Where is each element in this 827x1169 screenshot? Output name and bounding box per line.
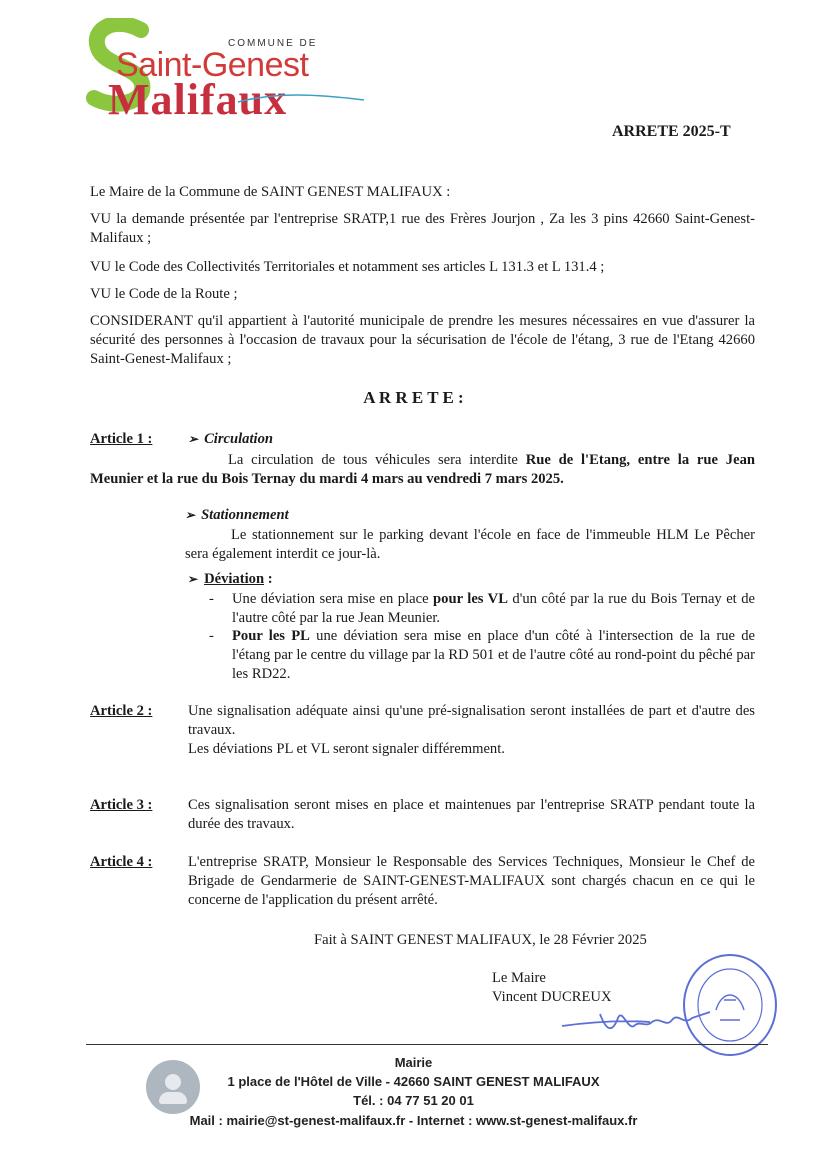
deviation-pl-item [232,627,755,684]
footer-divider [86,1044,768,1045]
article-4-label: Article 4 : [90,854,153,870]
logo-swoosh-icon [236,88,366,108]
deviation-heading-colon: : [264,571,273,587]
commune-logo [86,18,376,124]
signatory-name: Vincent DUCREUX [492,989,612,1005]
circulation-bold-text: Rue de l'Etang, entre la rue Jean Meunier et la rue du Bois Ternay du mardi 4 mars au vendredi 7 mars 2025. [90,452,755,487]
article-4-text: L'entreprise SRATP, Monsieur le Responsable des Services Techniques, Monsieur le Chef de Brigade de Gendarmerie de SAINT-GENEST-MALIFAUX sont chargés chacun en ce qui le concerne de l'application du présent arrêté. [188,854,755,908]
circulation-heading [188,430,273,449]
arrow-bullet-icon: ➢ [185,508,196,522]
circulation-paragraph [90,451,755,489]
signatory-role: Le Maire [492,970,546,986]
deviation-heading-text: Déviation [204,571,265,587]
stationnement-heading [185,506,289,525]
preamble-vu-code-route: VU le Code de la Route ; [90,286,238,302]
footer-mairie: Mairie [394,1055,433,1070]
deviation-pl-bold: Pour les PL [232,628,310,644]
article-1-label: Article 1 : [90,431,153,447]
logo-commune-de: COMMUNE DE [228,38,318,49]
article-2-text: Une signalisation adéquate ainsi qu'une pré-signalisation seront installées de part et d'autre des travaux. [188,703,755,738]
deviation-vl-pre: Une déviation sera mise en place [232,591,429,607]
arrow-bullet-icon: ➢ [188,432,199,446]
arrow-bullet-icon: ➢ [188,572,199,586]
article-3-text: Ces signalisation seront mises en place et maintenues par l'entreprise SRATP pendant toute la durée des travaux. [188,797,755,832]
deviation-dash-1: - [209,591,214,607]
circulation-heading-text: Circulation [204,431,273,447]
deviation-vl-post: d'un côté par la rue du Bois Ternay et de l'autre côté par la rue Jean Meunier. [232,591,755,626]
circulation-text: La circulation de tous véhicules sera interdite [228,452,518,468]
document-reference: ARRETE 2025-T [612,123,731,140]
preamble-maire: Le Maire de la Commune de SAINT GENEST MALIFAUX : [90,184,451,200]
fait-a-line: Fait à SAINT GENEST MALIFAUX, le 28 Février 2025 [314,932,647,948]
logo-town-line1: Saint-Genest [116,46,309,84]
article-3-label: Article 3 : [90,797,153,813]
arrete-title: A R R E T E : [363,388,464,407]
footer-address: 1 place de l'Hôtel de Ville - 42660 SAINT GENEST MALIFAUX [227,1074,600,1089]
footer-phone: Tél. : 04 77 51 20 01 [353,1093,474,1108]
preamble-considerant: CONSIDERANT qu'il appartient à l'autorité municipale de prendre les mesures nécessaires en vue d'assurer la sécurité des personnes à l'occasion de travaux pour la sécurisation de l'école de l'étang, 3 rue de l'Etang 42660 Saint-Genest-Malifaux ; [90,313,755,367]
stationnement-heading-text: Stationnement [201,507,289,523]
preamble-vu-demande: VU la demande présentée par l'entreprise SRATP,1 rue des Frères Jourjon , Za les 3 pins 42660 Saint-Genest-Malifaux ; [90,211,755,246]
deviation-vl-item [232,590,755,628]
preamble-vu-code-collectivites: VU le Code des Collectivités Territoriales et notamment ses articles L 131.3 et L 131.4 ; [90,259,605,275]
logo-town-line2: Malifaux [108,75,288,124]
footer-contact: Mail : mairie@st-genest-malifaux.fr - Internet : www.st-genest-malifaux.fr [189,1113,638,1128]
deviation-vl-bold: pour les VL [433,591,508,607]
article-2-label: Article 2 : [90,703,153,719]
deviation-pl-post: une déviation sera mise en place d'un côté à l'intersection de la rue de l'étang par le centre du village par la RD 501 et de l'autre côté au rond-point du pêché par les RD22. [232,628,756,682]
article-2-text-2: Les déviations PL et VL seront signaler différemment. [188,741,505,757]
deviation-heading [188,570,273,589]
deviation-dash-2: - [209,628,214,644]
stationnement-text: Le stationnement sur le parking devant l'école en face de l'immeuble HLM Le Pêcher sera également interdit ce jour-là. [185,527,755,562]
